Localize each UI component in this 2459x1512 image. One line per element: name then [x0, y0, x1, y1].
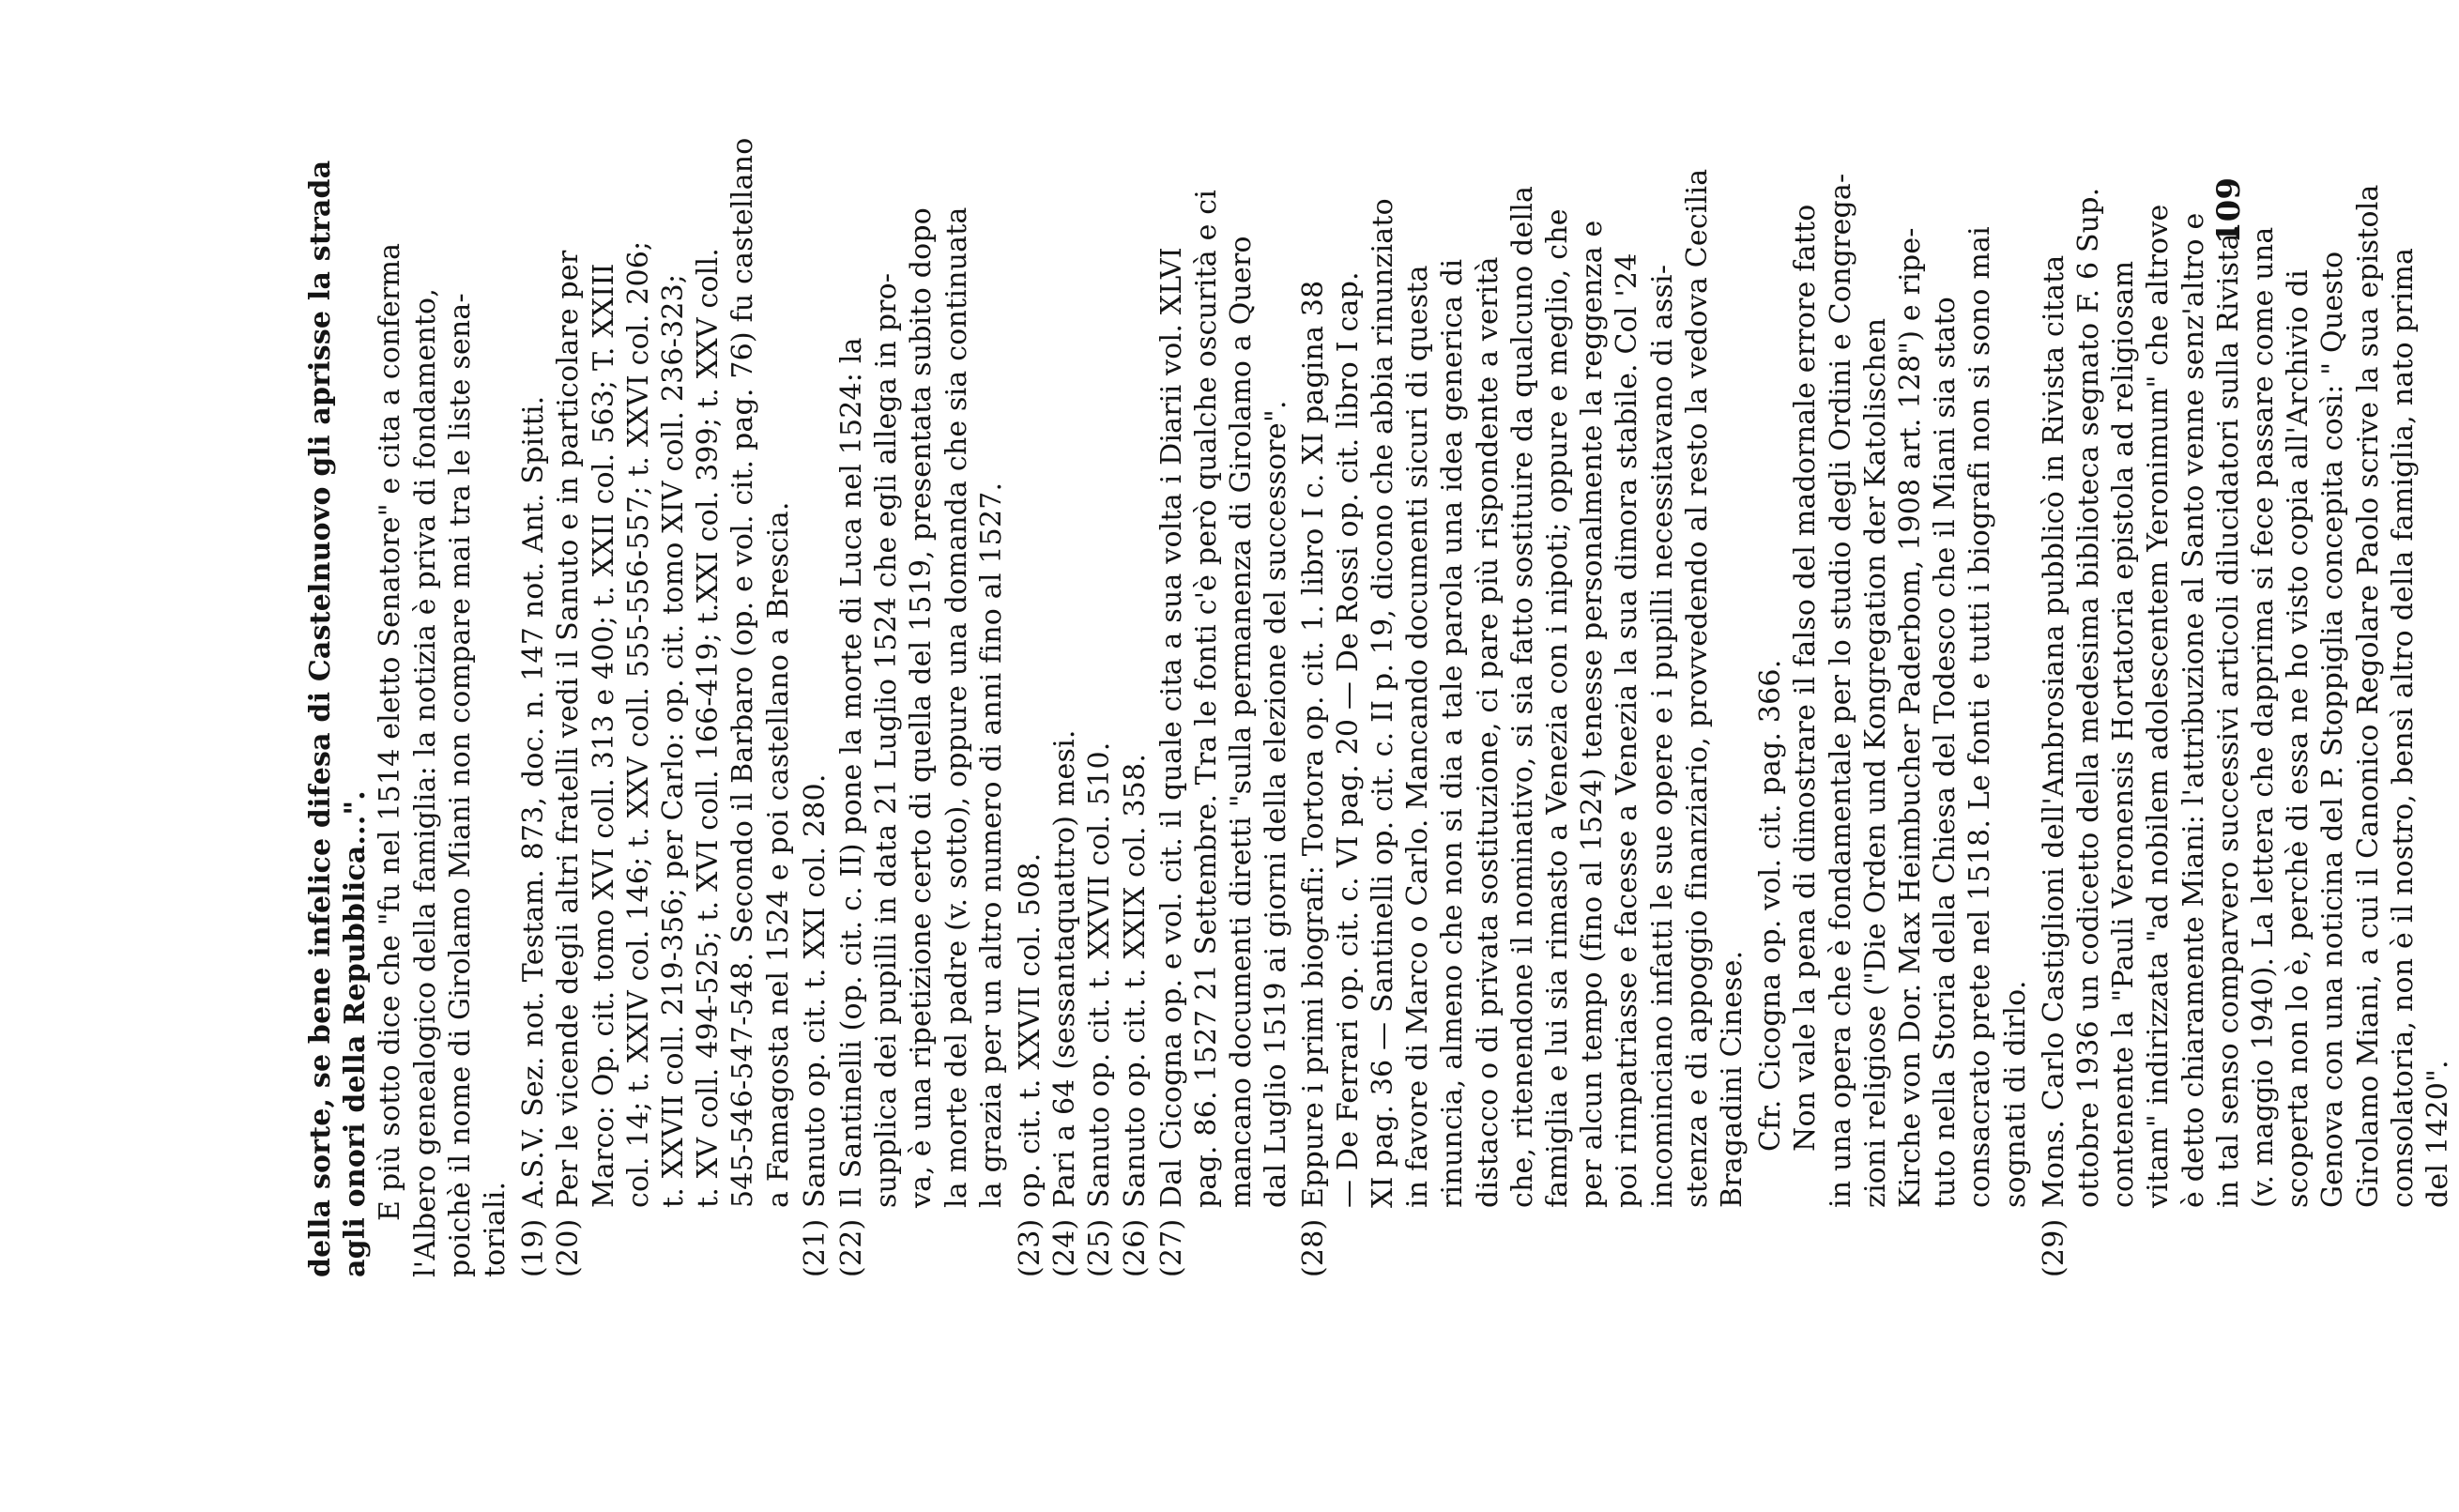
- line-text: consacrato prete nel 1518. Le fonti e tutti i biografi non si sono mai: [1963, 226, 1997, 1208]
- line-text: toriali.: [479, 1181, 512, 1277]
- line-text: Il Santinelli (op. cit. c. II) pone la morte di Luca nel 1524: la: [835, 337, 868, 1208]
- line-text: del 1420".: [2421, 1060, 2454, 1208]
- footnote-number: (28): [1296, 1218, 1330, 1277]
- line-text: della sorte, se bene infelice difesa di Castelnuovo gli aprisse la strada: [304, 160, 337, 1277]
- line-text: famiglia e lui sia rimasto a Venezia con i nipoti; oppure e meglio, che: [1541, 208, 1574, 1208]
- footnote-number: (29): [2037, 1218, 2070, 1277]
- line-text: mancano documenti diretti "sulla permanenza di Girolamo a Quero: [1225, 236, 1259, 1208]
- text-line: [971, 57, 1013, 1277]
- text-line: [1115, 57, 1156, 1277]
- line-text: A.S.V. Sez. not. Testam. 873, doc. n. 147 not. Ant. Spitti.: [517, 395, 551, 1208]
- text-line: [795, 57, 836, 1277]
- footnote-number: (19): [517, 1218, 551, 1277]
- text-line: [758, 57, 800, 1277]
- line-text: supplica dei pupilli in data 21 Luglio 1524 che egli allega in pro-: [870, 272, 904, 1208]
- line-text: XI pag. 36 — Santinelli op. cit. c. II p. 19, dicono che abbia rinunziato: [1367, 198, 1399, 1208]
- line-text: Sanuto op. cit. t. XXI col. 280.: [798, 773, 832, 1208]
- line-text: la morte del padre (v. sotto), oppure una domanda che sia continuata: [939, 206, 973, 1208]
- text-line: [1712, 57, 1753, 1277]
- line-text: è detto chiaramente Miani: l'attribuzione al Santo venne senz'altro e: [2176, 212, 2210, 1208]
- line-text: contenente la "Pauli Veronensis Hortatoria epistola ad religiosam: [2107, 260, 2141, 1208]
- line-text: Eppure i primi biografi: Tortora op. cit. 1. libro I c. XI pagina 38: [1296, 280, 1330, 1208]
- line-text: Pari a 64 (sessantaquattro) mesi.: [1048, 729, 1082, 1208]
- line-text: scoperta non lo è, perchè di essa ne ho visto copia all'Archivio di: [2282, 269, 2315, 1208]
- line-text: sognati di dirlo.: [1998, 980, 2032, 1208]
- footnote-number: (24): [1048, 1218, 1082, 1277]
- footnote-number: (27): [1154, 1218, 1188, 1277]
- line-text: tuto nella Storia della Chiesa del Todesco che il Miani sia stato: [1929, 297, 1963, 1208]
- line-text: in tal senso comparvero successivi articoli dilucidatori sulla Rivista.: [2211, 223, 2245, 1208]
- line-text: Marco: Op. cit. tomo XVI coll. 313 e 400; t. XXII col. 563; T. XXIII: [587, 263, 620, 1208]
- line-text: dal Luglio 1519 ai giorni della elezione del successore".: [1260, 400, 1293, 1208]
- line-text: in una opera che è fondamentale per lo studio degli Ordini e Congrega-: [1824, 173, 1857, 1208]
- line-text: Non vale la pena di dimostrare il falso del madornale errore fatto: [1789, 204, 1823, 1152]
- text-line: [2418, 57, 2459, 1277]
- line-text: Dal Cicogna op. e vol. cit. il quale cita a sua volta i Diarii vol. XLVI: [1154, 247, 1188, 1208]
- line-text: Kirche von Dor. Max Heimbucher Paderbom, 1908 art. 128") e ripe-: [1894, 227, 1927, 1208]
- line-text: Girolamo Miani, a cui il Canonico Regolare Paolo scrive la sua epistola: [2351, 184, 2385, 1208]
- line-text: l'Albero genealogico della famiglia: la notizia è priva di fondamento,: [408, 287, 442, 1277]
- line-text: — De Ferrari op. cit. c. VI pag. 20 — De Rossi op. cit. libro I cap.: [1331, 271, 1365, 1208]
- line-text: E più sotto dice che "fu nel 1514 eletto Senatore" e cita a conferma: [374, 242, 407, 1221]
- text-line: [475, 57, 516, 1277]
- line-text: che, ritenendone il nominativo, si sia fatto sostituire da qualcuno della: [1505, 185, 1539, 1208]
- line-text: 545-546-547-548. Secondo il Barbaro (op. e vol. cit. pag. 76) fu castellano: [726, 137, 760, 1208]
- line-text: Sanuto op. cit. t. XXIX col. 358.: [1118, 753, 1152, 1208]
- footnote-number: (20): [552, 1218, 586, 1277]
- line-text: Bragadini Cinese.: [1716, 950, 1749, 1208]
- line-text: Per le vicende degli altri fratelli vedi il Sanuto e in particolare per: [552, 250, 586, 1208]
- text-line: [1256, 57, 1297, 1277]
- line-text: in favore di Marco o Carlo. Mancando documenti sicuri di questa: [1401, 265, 1435, 1208]
- line-text: a Famagosta nel 1524 e poi castellano a Brescia.: [761, 501, 795, 1208]
- line-text: t. XXVII coll. 219-356; per Carlo: op. cit. tomo XIV coll. 236-323;: [657, 273, 690, 1208]
- line-text: va, è una ripetizione certo di quella del 1519, presentata subito dopo: [905, 206, 939, 1208]
- line-text: incominciano infatti le sue opere e i pupilli necessitavano di assi-: [1645, 264, 1679, 1208]
- line-text: pag. 86. 1527 21 Settembre. Tra le fonti c'è però qualche oscurità e ci: [1190, 189, 1223, 1208]
- footnote-number: (23): [1014, 1218, 1046, 1277]
- footnote-number: (21): [798, 1218, 832, 1277]
- footnote-number: (25): [1083, 1218, 1117, 1277]
- line-text: zioni religiose ("Die Orden und Kongregation der Katolischen: [1858, 317, 1892, 1208]
- line-text: ottobre 1936 un codicetto della medesima biblioteca segnato F. 6 Sup.: [2072, 187, 2105, 1208]
- line-text: (v. maggio 1940). La lettera che dapprima si fece passare come una: [2247, 226, 2280, 1208]
- line-text: rinuncia, almeno che non si dia a tale parola una idea generica di: [1436, 258, 1470, 1208]
- line-text: per alcun tempo (fino al 1524) tenesse personalmente la reggenza e: [1576, 220, 1610, 1208]
- text-line: [1995, 57, 2037, 1277]
- line-text: Sanuto op. cit. t. XXVII col. 510.: [1083, 741, 1117, 1208]
- line-text: consolatoria, non è il nostro, bensì altro della famiglia, nato prima: [2386, 247, 2420, 1208]
- line-text: poichè il nome di Girolamo Miani non compare mai tra le liste sena-: [443, 293, 477, 1277]
- line-text: col. 14; t. XXIV col. 146; t. XXV coll. 555-556-557; t. XXVI col. 206;: [621, 240, 655, 1208]
- line-text: stenza e di appoggio finanziario, provvedendo al resto la vedova Cecilia: [1680, 168, 1714, 1208]
- line-text: distacco o di privata sostituzione, ci pare più rispondente a verità: [1471, 256, 1504, 1208]
- line-text: t. XV coll. 494-525; t. XVI coll. 166-419; t.XXI col. 399; t. XXV coll.: [692, 247, 725, 1208]
- line-text: op. cit. t. XXVII col. 508.: [1014, 852, 1046, 1208]
- line-text: la grazia per un altro numero di anni fino al 1527.: [974, 481, 1008, 1208]
- line-text: Cfr. Cicogna op. vol. cit. pag. 366.: [1754, 659, 1788, 1152]
- line-text: vitam" indirizzata "ad nobilem adolescentem Yeronimum" che altrove: [2142, 204, 2176, 1208]
- page-number: 109: [2210, 177, 2248, 244]
- line-text: agli onori della Repubblica...".: [339, 790, 373, 1277]
- line-text: Mons. Carlo Castiglioni dell'Ambrosiana pubblicò in Rivista citata: [2037, 254, 2070, 1208]
- line-text: Genova con una noticina del P. Stoppiglia concepita così: " Questo: [2316, 251, 2350, 1208]
- footnote-number: (26): [1118, 1218, 1152, 1277]
- footnote-number: (22): [835, 1218, 868, 1277]
- line-text: poi rimpatriasse e facesse a Venezia la sua dimora stabile. Col '24: [1611, 252, 1644, 1208]
